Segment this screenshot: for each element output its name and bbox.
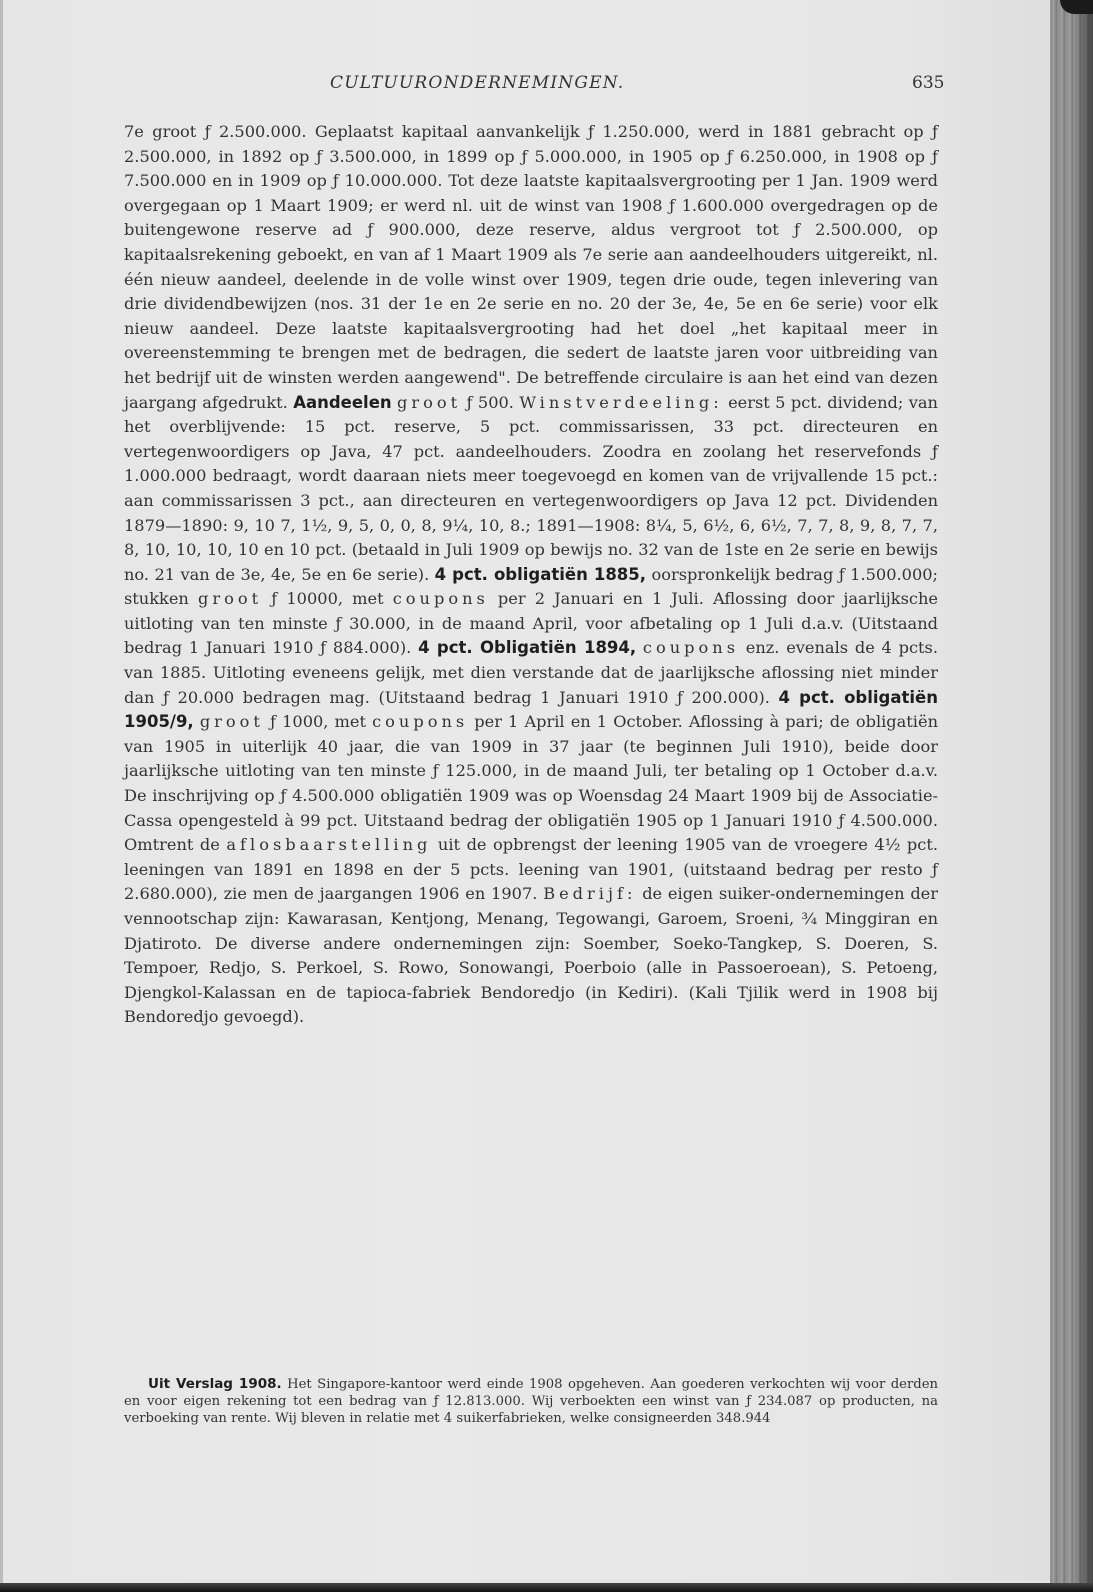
text-run: ƒ 1000, met [263,712,373,732]
text-run [636,638,643,657]
text-run: ƒ 10000, met [262,589,393,609]
text-run: per 2 Januari en 1 Juli. Aflossing door jaarlijksche uitloting van ten minste ƒ 30.000, in de maand April, voor afbetaling op 1 Juli d.a.v. (Uitstaand bedrag 1 Januari 1910 ƒ 884.000). [124,589,938,658]
spaced-term: Bedrijf: [543,884,637,904]
text-run: eerst 5 pct. dividend; van het overblijvende: 15 pct. reserve, 5 pct. commissarissen, 33 pct. directeuren en vertegenwoordigers op Java, 47 pct. aandeelhouders. Zoodra en zoolang het reservefonds ƒ 1.000.000 bedraagt, wordt daaraan niets meer toegevoegd en komen van de vrijvallende 15 pct.: aan commissarissen 3 pct., aan directeuren en vertegenwoordigers op Java 12 pct. Dividenden 1879—1890: 9, 10 7, 1½, 9, 5, 0, 0, 8, 9¼, 10, 8.; 1891—1908: 8¼, 5, 6½, 6, 6½, 7, 7, 8, 9, 8, 7, 7, 8, 10, 10, 10, 10 en 10 pct. (betaald in Juli 1909 op bewijs no. 32 van de 1ste en 2e serie en bewijs no. 21 van de 3e, 4e, 5e en 6e serie). [124,392,938,584]
spaced-term: coupons [372,712,469,732]
text-run: enz. evenals de 4 pcts. van 1885. Uitloting eveneens gelijk, met dien verstande dat de jaarlijksche aflossing niet minder dan ƒ 20.000 bedragen mag. (Uitstaand bedrag 1 Januari 1910 ƒ 200.000). [124,638,938,707]
section-heading-aandeelen: Aandeelen [293,392,392,412]
spaced-term: coupons [392,589,489,609]
text-run: per 1 April en 1 October. Aflossing à pari; de obligatiën van 1905 in uiterlijk 40 jaar, die van 1909 in 37 jaar (te beginnen Juli 1910), beide door jaarlijksche uitloting van ten minste ƒ 125.000, in de maand Juli, ter betaling op 1 October d.a.v. De inschrijving op ƒ 4.500.000 obligatiën 1909 was op Woensdag 24 Maart 1909 bij de Associatie-Cassa opengesteld à 99 pct. Uitstaand bedrag der obligatiën 1905 op 1 Januari 1910 ƒ 4.500.000. Omtrent de [124,712,938,855]
text-run: oorspronkelijk bedrag ƒ 1.500.000; stukken [124,564,938,609]
spine-shadow [1075,0,1093,1592]
spaced-term: groot [397,392,462,412]
spaced-term: Winstverdeeling: [519,392,723,412]
paragraph [124,120,938,1030]
section-heading-obligatien-1905: 4 pct. obligatiën 1905/9, [124,687,938,732]
body-text [124,120,938,1030]
section-heading-obligatien-1894: 4 pct. Obligatiën 1894, [418,638,637,658]
page-number: 635 [912,73,945,93]
excerpt-heading: Uit Verslag 1908. [148,1376,282,1392]
running-head: CULTUURONDERNEMINGEN. [330,73,625,93]
paragraph [124,1376,938,1428]
spaced-term: groot [198,589,263,609]
text-run: Het Singapore-kantoor werd einde 1908 opgeheven. Aan goederen verkochten wij voor derden en voor eigen rekening tot een bedrag van ƒ 12.813.000. Wij verboekten een winst van ƒ 234.087 op producten, na verboeking van rente. Wij bleven in relatie met 4 suikerfabrieken, welke consigneerden 348.944 [124,1377,938,1427]
scan-bottom-edge [0,1583,1093,1592]
text-run: uit de opbrengst der leening 1905 van de vroegere 4½ pct. leeningen van 1891 en 1898 en der 5 pcts. leening van 1901, (uitstaand bedrag per resto ƒ 2.680.000), zie men de jaargangen 1906 en 1907. [124,835,939,904]
page-left-edge [0,0,3,1592]
report-excerpt [124,1376,938,1428]
spaced-term: coupons [642,638,739,658]
text-run: ƒ 500. [461,392,520,412]
spaced-term: groot [199,712,264,732]
section-heading-obligatien-1885: 4 pct. obligatiën 1885, [434,564,647,584]
spaced-term: aflosbaarstelling [226,835,432,855]
text-run: 7e groot ƒ 2.500.000. Geplaatst kapitaal aanvankelijk ƒ 1.250.000, werd in 1881 gebracht op ƒ 2.500.000, in 1892 op ƒ 3.500.000, in 1899 op ƒ 5.000.000, in 1905 op ƒ 6.250.000, in 1908 op ƒ 7.500.000 en in 1909 op ƒ 10.000.000. Tot deze laatste kapitaalsvergrooting per 1 Jan. 1909 werd overgegaan op 1 Maart 1909; er werd nl. uit de winst van 1908 ƒ 1.600.000 overgedragen op de buitengewone reserve ad ƒ 900.000, deze reserve, aldus vergroot tot ƒ 2.500.000, op kapitaalsrekening geboekt, en van af 1 Maart 1909 als 7e serie aan aandeelhouders uitgereikt, nl. één nieuw aandeel, deelende in de volle winst over 1909, tegen drie oude, tegen inlevering van drie dividendbewijzen (nos. 31 der 1e en 2e serie en no. 20 der 3e, 4e, 5e en 6e serie) voor elk nieuw aandeel. Deze laatste kapitaalsvergrooting had het doel „het kapitaal meer in overeenstemming te brengen met de bedragen, die sedert de laatste jaren voor uitbreiding van het bedrijf uit de winsten werden aangewend". De betreffende circulaire is aan het eind van dezen jaargang afgedrukt. [124,122,938,412]
text-run: de eigen suiker-ondernemingen der vennootschap zijn: Kawarasan, Kentjong, Menang, Tegowangi, Garoem, Sroeni, ¾ Minggiran en Djatiroto. De diverse andere ondernemingen zijn: Soember, Soeko-Tangkep, S. Doeren, S. Tempoer, Redjo, S. Perkoel, S. Rowo, Sonowangi, Poerboio (alle in Passoeroean), S. Petoeng, Djengkol-Kalassan en de tapioca-fabriek Bendoredjo (in Kediri). (Kali Tjilik werd in 1908 bij Bendoredjo gevoegd). [124,884,939,1027]
